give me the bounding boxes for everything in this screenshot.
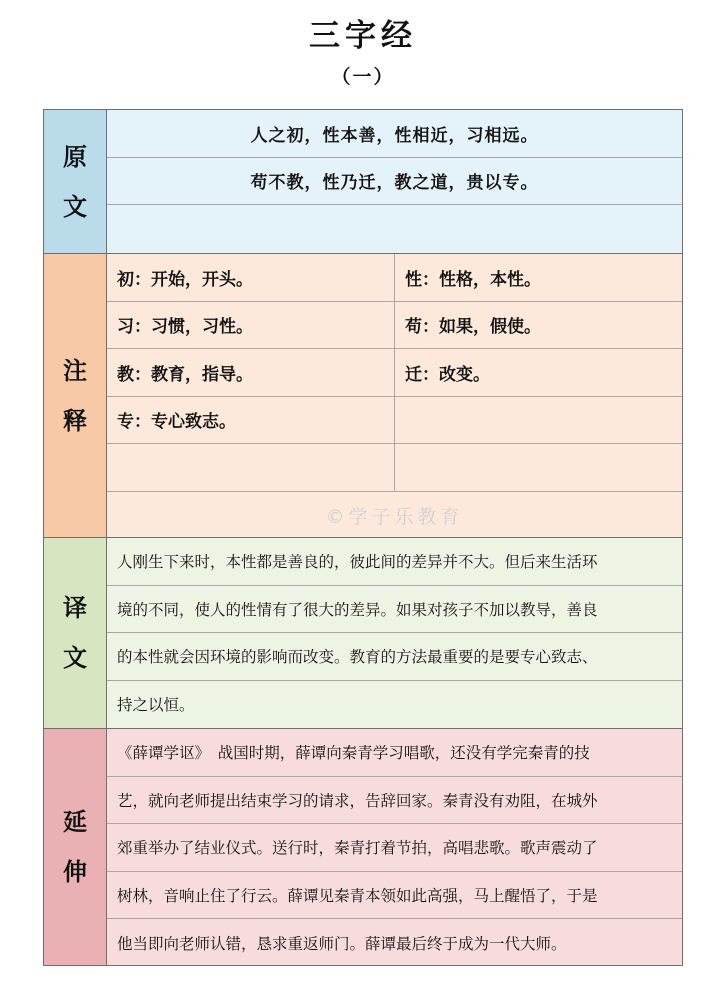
- content-table: [43, 109, 683, 966]
- label-char: 文: [63, 643, 87, 672]
- translation-line: 的本性就会因环境的影响而改变。教育的方法最重要的是要专心致志、: [107, 633, 682, 681]
- original-text-body: [107, 110, 682, 253]
- section-original-text: [44, 110, 682, 254]
- original-line: 人之初，性本善，性相近，习相远。: [107, 110, 682, 158]
- annotation-row: [107, 397, 682, 445]
- page-title: 三字经: [309, 18, 417, 54]
- annotation-row: [107, 302, 682, 350]
- section-label-translation: [44, 538, 107, 728]
- annotation-row: [107, 492, 682, 540]
- annotation-cell: 性：性格，本性。: [405, 269, 541, 290]
- annotation-cell: 苟：如果，假使。: [405, 317, 541, 338]
- translation-line: 境的不同，使人的性情有了很大的差异。如果对孩子不加以教导，善良: [107, 586, 682, 634]
- extension-body: [107, 729, 682, 965]
- annotation-row: [107, 444, 682, 492]
- section-label-annotations: [44, 254, 107, 537]
- section-extension: [44, 729, 682, 965]
- annotation-cell: 迁：改变。: [405, 364, 490, 385]
- watermark: ©学子乐教育: [325, 505, 464, 528]
- section-annotations: [44, 254, 682, 538]
- annotation-cell: 教：教育，指导。: [107, 349, 395, 396]
- original-line: [107, 205, 682, 253]
- translation-body: [107, 538, 682, 728]
- annotation-cell: 初：开始，开头。: [107, 254, 395, 301]
- annotation-cell: [107, 444, 395, 491]
- extension-line: 艺，就向老师提出结束学习的请求，告辞回家。秦青没有劝阻，在城外: [107, 777, 682, 825]
- extension-line: 《薛谭学讴》 战国时期，薛谭向秦青学习唱歌，还没有学完秦青的技: [107, 729, 682, 777]
- annotation-cell: 习：习惯，习性。: [107, 302, 395, 349]
- label-char: 伸: [63, 857, 87, 886]
- label-char: 文: [63, 191, 87, 221]
- extension-line: 郊重举办了结业仪式。送行时，秦青打着节拍，高唱悲歌。歌声震动了: [107, 824, 682, 872]
- annotation-row: [107, 349, 682, 397]
- original-line: 苟不教，性乃迁，教之道，贵以专。: [107, 158, 682, 206]
- label-char: 释: [63, 405, 87, 435]
- annotation-cell: [395, 444, 682, 491]
- extension-line: 他当即向老师认错，恳求重返师门。薛谭最后终于成为一代大师。: [117, 934, 567, 953]
- section-translation: [44, 538, 682, 729]
- translation-line: 持之以恒。: [117, 696, 195, 715]
- annotation-row: [107, 254, 682, 302]
- extension-line: 树林，音响止住了行云。薛谭见秦青本领如此高强，马上醒悟了，于是: [107, 872, 682, 920]
- translation-line: 人刚生下来时，本性都是善良的，彼此间的差异并不大。但后来生活环: [107, 538, 682, 586]
- label-char: 译: [63, 593, 87, 622]
- label-char: 原: [63, 141, 87, 171]
- page-subtitle: （一）: [331, 66, 395, 88]
- annotation-cell: 专：专心致志。: [107, 397, 395, 444]
- section-label-original: [44, 110, 107, 253]
- label-char: 注: [63, 355, 87, 385]
- label-char: 延: [63, 807, 87, 836]
- annotations-body: [107, 254, 682, 537]
- annotation-cell: [395, 397, 682, 444]
- section-label-extension: [44, 729, 107, 965]
